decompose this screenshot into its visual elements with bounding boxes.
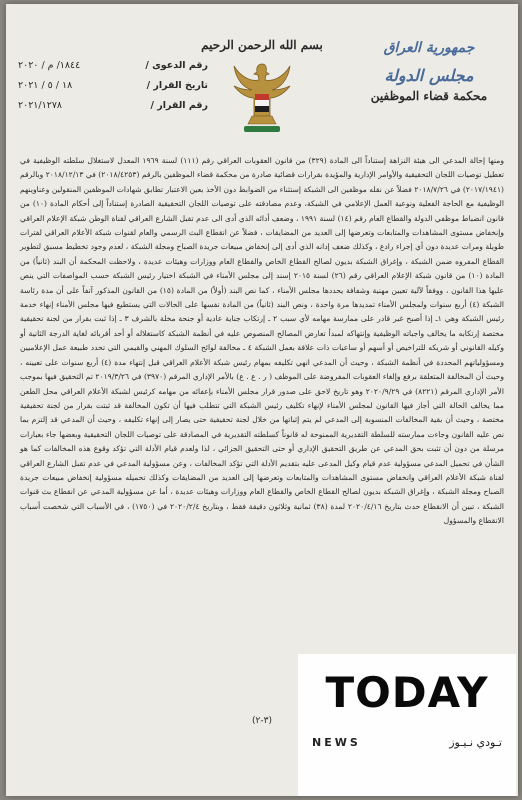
case-info-block xyxy=(18,60,208,120)
decision-date-row xyxy=(18,80,208,91)
council-name: مجلس الدولة xyxy=(384,66,474,85)
decision-number-row xyxy=(18,100,208,111)
decision-date-value: ١٨ / ٥ / ٢٠٢١ xyxy=(18,80,73,91)
page-number: (٣-٢) xyxy=(252,716,272,726)
case-number-label: رقم الدعوى / xyxy=(145,60,208,71)
court-name: محكمة قضاء الموظفين xyxy=(370,89,488,103)
document-page xyxy=(6,4,518,796)
case-number-row xyxy=(18,60,208,71)
case-number-value: ١٨٤٤/ م / ٢٠٢٠ xyxy=(18,60,81,71)
news-label: NEWS xyxy=(312,736,361,749)
body-paragraph: ومنها إحالة المدعي الى هيئة النزاهة إستناداً الى المادة (٣٢٩) من قانون العقوبات العراقي رقم (١١١) لسنة ١٩٦٩ المعدل لاستغلال سلطته الوظيفية في تعطيل توصيات اللجان التحقيقية والأوامر الإدارية والمؤيدة بقرارات قضائية صادرة من محكمة قضاء الموظفين بالرقم (٢٠١٨/٤٢٥٣) في ٢٠١٨/١٢/١٣ وبالرقم (٢٠١٧/١٩٤١) في ٢٠١٨/٧/٢٦ فضلاً عن نقله موظفين الى الشبكة إستثناء من الضوابط دون الأخذ بعين الاعتبار تطابق شهادات الموظفين المنقولين وعناوينهم الوظيفية مع الحاجة الفعلية ونوعية العمل الإعلامي في الشبكة، وعدم مصادقته على توصيات اللجان التحقيقية الصادرة إستناداً إلى أحكام المادة (١٠) من قانون انضباط موظفي الدولة والقطاع العام رقم (١٤) لسنة ١٩٩١ ، وضعف أدائه الذي أدى الى عدم تقبل الشارع العراقي لقناة الوطن شبكة الإعلام العراقي وإنخفاض مستوى المشاهدات والمتابعات وتعرضها إلى العديد من المضايقات ، فضلاً عن انقطاع البث الرسمي والعام لقنوات شبكة الأعلام العراقي لفترات طويلة ومرات عديدة دون أي إجراء رادع ، وكذلك ضعف إدانه الذي أدى إلى إنخفاض مبيعات جريدة الصباح ومجلة الشبكة ، لعدم وجود تخطيط مسبق لتطوير القطاع المفروه ضمن الشبكة ، وإغراق الشبكة بديون لصالح القطاع الخاص والقطاع العام ووزارات وهيئات عديدة ، ولاحظت المحكمة أن البند (ثانياً) من المادة (١٠) من قانون شبكة الإعلام العراقي رقم (٢٦) لسنة ٢٠١٥ إسند إلى مجلس الأمناء في الشبكة اختيار رئيس الشبكة حسب المواصفات التي ينص عليها هذا القانون ، ووفقاً لآلية تعيين مهنية وشفافة يحددها مجلس الأمناء ، كما نص البند (أولاً) من المادة (١٥) من القانون المذكور آنفاً على أن مدة رئاسة الشبكة (٤) أربع سنوات ولمجلس الأمناء تمديدها مرة واحدة ، ونص البند (ثانياً) من المادة نفسها على الحالات التي يستطيع فيها مجلس الأمناء إنهاء خدمة رئيس الشبكة وهي ١ـ إذا أصبح غير قادر على ممارسة مهامه لأي سبب ٢ ـ إرتكاب جناية عادية أو جنحة مخلة بالشرف ٣ ـ إذا ثبت بقرار من لجنة تحقيقية مختصة إرتكابه ما يخالف واجباته الوظيفية وإنتهاكه لمبدأ تعارض المصالح المنصوص عليه في أنظمة الشبكة كاستغلاله أو أحد أقربائه لغاية الدرجة الثانية أو وكيله القانوني أو شريكه للتراخيص أو أسهم أو ساعيات ذات علاقة بعمل الشبكة ٤ ـ مخالفة لوائح السلوك المهني والقيمي التي تحدد طبيعة عمل الإعلاميين ومسؤولياتهم المحددة في أنظمة الشبكة ، وحيث أن المدعي انهي تكليفه بمهام رئيس شبكة الأعلام العراقي قبل إنتهاء مدة (٤) أربع سنوات على تعيينه ، وحيث أن المخالفة المتعلقة برفع وإلغاء العقوبات المفروضة على الموظف ( ر . ع . ع) بالأمر الإداري المرقم (٣٩٧٠) في ٢٠١٩/٣/٢٦ تم التحقيق فيها بموجب الأمر الإداري المرقم (٨٢٢١) في ٢٠٢٠/٩/٢٩ وهو تاريخ لاحق على صدور قرار مجلس الأمناء بإعفائه من مهامه كرئيس لشبكة الأعلام العراقي محل الطعن مما يخالف الحالة التي أجاز فيها القانون لمجلس الأمناء لإنهاء تكليف رئيس الشبكة التي تتطلب فيها أن تكون المخالفة قد ثبتت بقرار من لجنة تحقيقية مختصة ، وحيث أن بقية المخالفات المنسوبة إلى المدعي لم يتم إثباتها من خلال لجنة تحقيقية حتى يصار إلى إنهاء تكليفه ، وحيث أن المدعي قد إلتزم بما نص عليه القانون وجاءت ممارسته للسلطة التقديرية الممنوحة له قانوناً كسلطته التقديرية في المصادقة على توصيات اللجان التحقيقية وبعضها جاء بعبارات مرسلة من دون أن تثبت بحق المدعي عن طريق التحقيق الإداري أو حتى التحقيق الجزائي ، لذا ولعدم قيام الأدلة التي تؤكد وقوع هذه المخالفات كما هو الشأن في تحميل المدعي مسؤولية عدم قيام وكيل المدعى عليه بتقديم الأدلة التي تؤكد المخالفات ، وعن مسؤولية المدعي في عدم تقبل الشارع العراقي لقناة شبكة الأعلام العراقي وانخفاض مستوى المشاهدات والمتابعات وتعرضها إلى العديد من المضايقات وكذلك تحميله مسؤولية إنخفاض مبيعات جريدة الصباح ومجلة الشبكة ، وإغراق الشبكة بديون لصالح القطاع الخاص والقطاع العام ووزارات وهيئات عديدة ، أما عن مسؤولية المدعي عن انقطاع بث قنوات الشبكة ، تبين أن الانقطاع حدث بتاريخ ٢٠٢٠/٤/١٦ لمدة (٣٨) ثمانية وثلاثون دقيقة فقط ، وبتاريخ ٢٠٢٠/٢/٤ في (١٧٥٠) ، في الأسباب التي شخصت أسباب الانقطاع والمسؤول xyxy=(20,156,505,526)
eagle-emblem-icon xyxy=(230,58,294,142)
document-body xyxy=(20,154,504,529)
today-news-watermark xyxy=(298,654,516,796)
republic-name: جمهورية العراق xyxy=(383,40,475,56)
decision-number-label: رقم القرار / xyxy=(150,100,208,111)
watermark-subline xyxy=(312,736,502,749)
arabic-brand-label: تـودي نـيـوز xyxy=(449,736,502,749)
decision-number-value: ٢٠٢١/١٢٧٨ xyxy=(18,100,63,111)
basmala: بسم الله الرحمن الرحيم xyxy=(201,38,323,52)
decision-date-label: تاريخ القرار / xyxy=(146,80,208,91)
issuer-block xyxy=(354,40,504,103)
today-logo-text: TODAY xyxy=(325,668,489,717)
